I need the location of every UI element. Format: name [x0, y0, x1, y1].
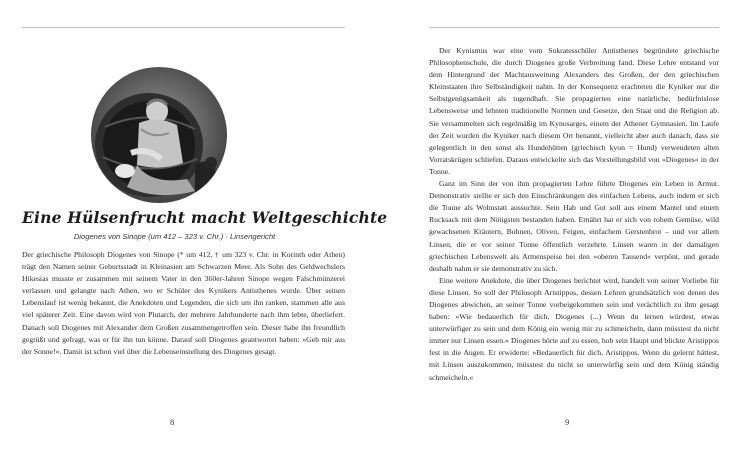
top-rule-left [22, 27, 345, 28]
chapter-title: Eine Hülsenfrucht macht Weltgeschichte [22, 208, 388, 227]
left-body-text [22, 249, 345, 358]
chapter-subtitle: Diogenes von Sinope (um 412 – 323 v. Chr.) · Linsengericht [73, 232, 276, 241]
right-body-text [429, 45, 719, 384]
paragraph: Der Kynismus war eine vom Sokratesschüler Antisthenes begründete griechische Philosophenschule, die durch Diogenes große Verbreitung fand. Diese Lehre entstand vor dem Hintergrund der Machtausweitung Alexanders des Großen, der den griechischen Kleinstaaten ihre Selbständigkeit nahm. In der Konsequenz erachteten die Kyniker nur die Selbstgenügsamkeit als tugendhaft. Sie propagierten eine natürliche, bedürfnislose Lebensweise und lehnten traditionelle Normen und Gesetze, den Staat und die Religion ab. Sie versammelten sich regelmäßig im Kynosarges, einem der Athener Gymnasien. Im Laufe der Zeit wurden die Kyniker nach diesem Ort benannt, vielleicht aber auch danach, dass sie gelegentlich in den sonst als Hundehütten (griechisch kyon = Hund) verwendeten alten Vorratskrügen schliefen. Daraus entwickelte sich das Vorstellungsbild von »Diogenes« in der Tonne. [429, 46, 719, 176]
page-number-right: 9 [565, 417, 570, 427]
right-page [375, 0, 750, 450]
paragraph: Der griechische Philosoph Diogenes von Sinope (* um 412, † um 323 v. Chr. in Korinth oder Athen) trägt den Namen seiner Geburtsstadt in Kleinasien am Schwarzen Meer. Als Sohn des Geldwechslers Hikesias musste er zusammen mit seinem Vater in den 360er-Jahren Sinope wegen Falschmünzerei verlassen und gelangte nach Athen, wo er Schüler des Kynikers Antisthenes wurde. Über seinen Lebenslauf ist wenig bekannt, die Anekdoten und Legenden, die sich um ihn ranken, stammen alle aus viel späterer Zeit. Eine davon wird von Plutarch, der mehrere Jahrhunderte nach ihm lebte, überliefert. Danach soll Diogenes mit Alexander dem Großen zusammengetroffen sein. Dieser habe ihn freundlich gegrüßt und gefragt, was er für ihn tun könne. Darauf soll Diogenes geantwortet haben: »Geh mir aus der Sonne!«. Damit ist schon viel über die Lebenseinstellung des Diogenes gesagt. [22, 250, 345, 356]
top-rule-right [429, 27, 719, 28]
portrait-illustration [91, 67, 227, 203]
paragraph: Ganz im Sinn der von ihm propagierten Lehre führte Diogenes ein Leben in Armut. Demonstrativ stellte er sich den Einschränkungen des einfachen Lebens, auch indem er sich die Tonne als Wohnstatt aussuchte. Sein Hab und Gut soll aus einem Mantel und einem Rucksack mit dem Nötigsten bestanden haben. Ernährt hat er sich von rohem Gemüse, wild gewachsenen Kräutern, Bohnen, Oliven, Feigen, einfachem Gerstenbrot – und vor allem Linsen, die er vor seiner Tonne öffentlich verzehrte. Linsen waren in der damaligen griechischen Lebenswelt als Armenspeise bei den »oberen Tausend« verpönt, und gerade deshalb nahm er sie demonstrativ zu sich. [429, 179, 719, 273]
page-number-left: 8 [170, 417, 175, 427]
paragraph: Eine weitere Anekdote, die über Diogenes berichtet wird, handelt von seiner Vorliebe für diese Linsen. So soll der Philosoph Aristippos, dessen Lehren grundsätzlich von denen des Diogenes abwichen, an seiner Tonne vorbeigekommen sein und verächtlich zu ihm gesagt haben: »Wie bedauerlich für dich, Diogenes (...) Wenn du lernen würdest, etwas unterwürfiger zu sein und dem König ein wenig mir zu schmeicheln, dann müsstest du nicht immer nur Linsen essen.« Diogenes hörte auf zu essen, hob sein Haupt und blickte Aristippos fest in die Augen. Er erwiderte: »Bedauerlich für dich, Aristippos. Wenn du gelernt hättest, mit Linsen auszukommen, müsstest du nicht so unterwürfig sein und dem König ständig schmeicheln.« [429, 275, 719, 382]
diogenes-portrait [91, 67, 227, 203]
